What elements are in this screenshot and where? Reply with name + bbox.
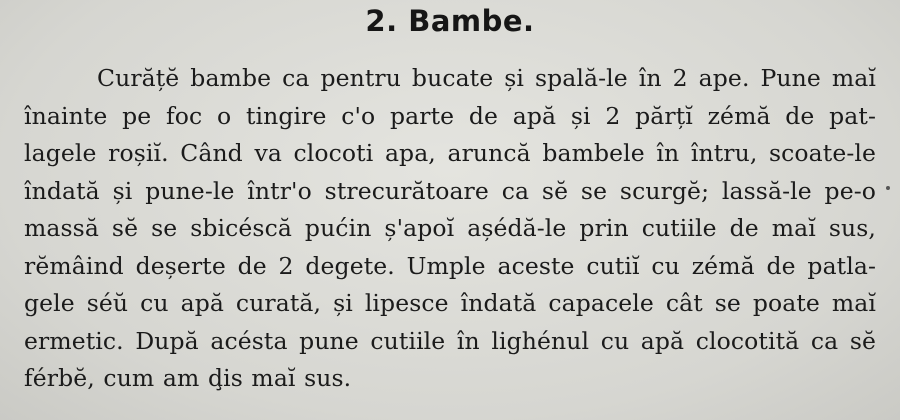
paragraph-line: gele séŭ cu apă curată, și lipesce îndată capacele cât se poate maĭ — [24, 289, 876, 317]
paragraph-line: rĕmâind deșerte de 2 degete. Umple aceste cutiĭ cu zémă de patla- — [24, 251, 876, 280]
paragraph-line: massă sĕ se sbicéscă pućin ș'apoĭ așédă-le prin cutiile de maĭ sus, — [24, 214, 876, 242]
paragraph-line: îndată și pune-le într'o strecurătoare ca sĕ se scurgĕ; lassă-le pe-o — [24, 176, 876, 205]
paragraph-line: férbĕ, cum am ḑis maĭ sus. — [24, 364, 352, 392]
paragraph-line: Curățĕ bambe ca pentru bucate și spală-le în 2 ape. Pune maĭ — [97, 64, 876, 92]
paragraph-line: înainte pe foc o tingire c'o parte de apă și 2 părțĭ zémă de pat- — [24, 101, 876, 130]
section-heading: 2. Bambe. — [365, 4, 535, 38]
recipe-paragraph — [24, 60, 890, 398]
paragraph-line: lagele roșiĭ. Când va clocoti apa, aruncă bambele în întru, scoate-le — [24, 139, 876, 167]
paragraph-line: ermetic. După acésta pune cutiile în lighénul cu apă clocotită ca sĕ — [24, 326, 876, 355]
ink-speck — [886, 186, 890, 190]
